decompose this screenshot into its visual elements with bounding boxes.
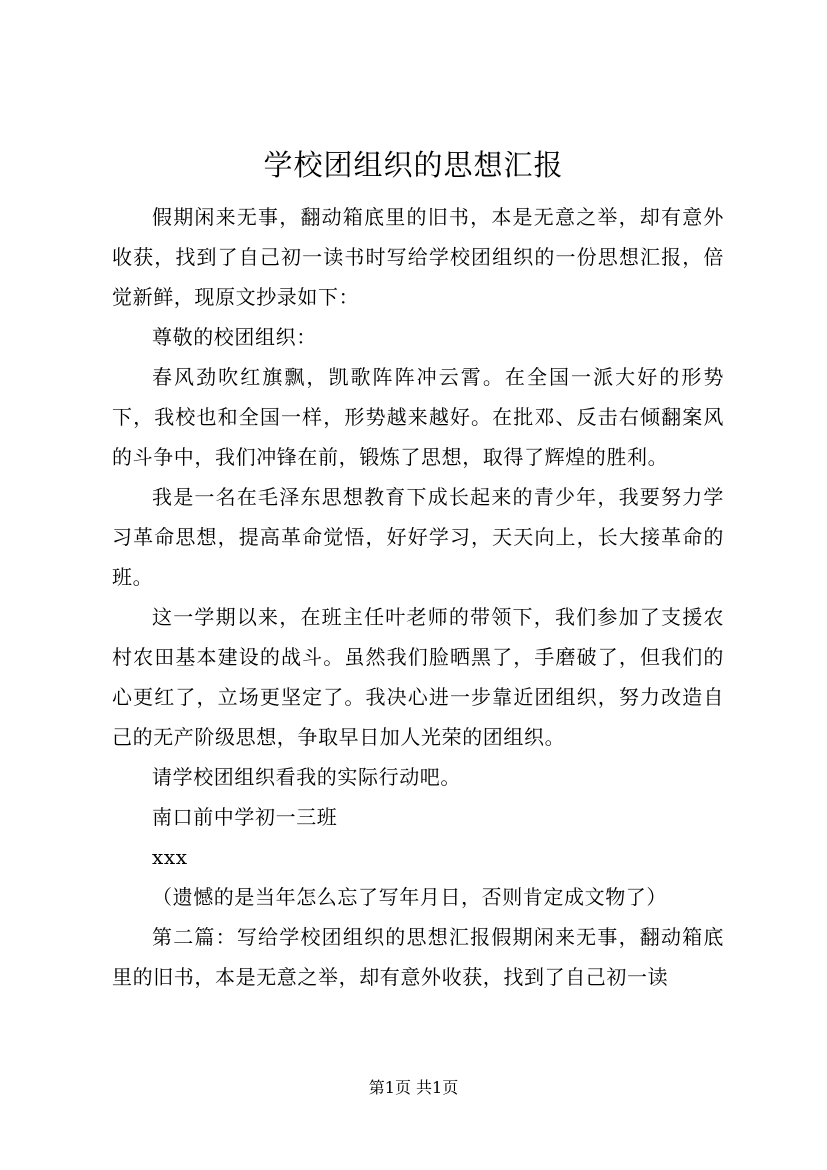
paragraph-situation: 春风劲吹红旗飘，凯歌阵阵冲云霄。在全国一派大好的形势下，我校也和全国一样，形势越来越好。在批邓、反击右倾翻案风的斗争中，我们冲锋在前，锻炼了思想，取得了辉煌的胜利。: [112, 365, 724, 469]
page-title: 学校团组织的思想汇报: [263, 148, 564, 182]
paragraph-self-statement: 我是一名在毛泽东思想教育下成长起来的青少年，我要努力学习革命思想，提高革命觉悟，好好学习，天天向上，长大接革命的班。: [112, 485, 724, 589]
page-footer: 第1页 共1页: [368, 1078, 459, 1097]
document-body: [112, 197, 724, 997]
paragraph-class-signature: 南口前中学初一三班: [152, 805, 338, 829]
paragraph-closing: 请学校团组织看我的实际行动吧。: [152, 765, 461, 789]
paragraph-salutation: 尊敬的校团组织：: [152, 325, 317, 349]
paragraph-name-signature: xxx: [152, 845, 188, 869]
paragraph-intro: 假期闲来无事，翻动箱底里的旧书，本是无意之举，却有意外收获，找到了自己初一读书时写给学校团组织的一份思想汇报，倍觉新鲜，现原文抄录如下：: [112, 205, 724, 309]
paragraph-second-article: 第二篇：写给学校团组织的思想汇报假期闲来无事，翻动箱底里的旧书，本是无意之举，却有意外收获，找到了自己初一读: [112, 925, 724, 989]
paragraph-note: （遗憾的是当年怎么忘了写年月日，否则肯定成文物了）: [152, 885, 667, 909]
paragraph-semester-report: 这一学期以来，在班主任叶老师的带领下，我们参加了支援农村农田基本建设的战斗。虽然我们脸晒黑了，手磨破了，但我们的心更红了，立场更坚定了。我决心进一步靠近团组织，努力改造自己的无产阶级思想，争取早日加人光荣的团组织。: [112, 605, 724, 749]
